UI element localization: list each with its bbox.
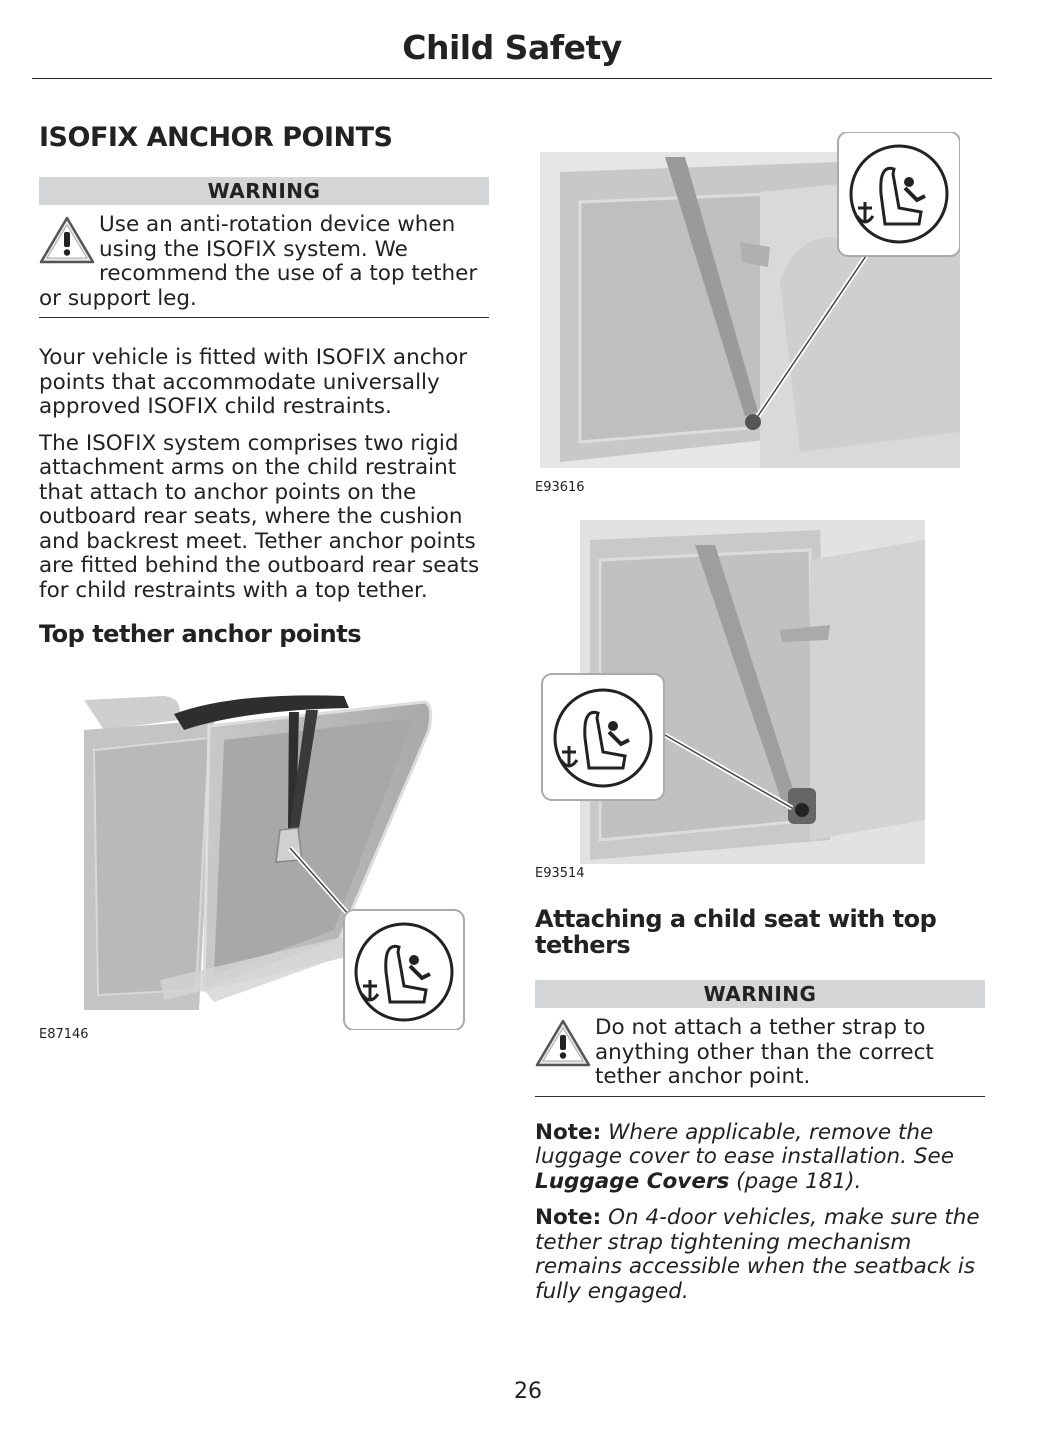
figure-code: E93514 (535, 866, 585, 881)
note-luggage-cover (535, 1121, 985, 1195)
figure-code: E87146 (39, 1027, 89, 1042)
subheading-top-tether: Top tether anchor points (39, 620, 361, 648)
warning-text: Use an anti-rotation device when using the ISOFIX system. We recommend the use of a top tether or support leg. (39, 212, 478, 311)
page-header (32, 28, 992, 79)
left-column (39, 122, 489, 647)
note-page-ref: (page 181). (736, 1168, 862, 1194)
subheading-attaching: Attaching a child seat with top tethers (535, 905, 937, 959)
warning-label: WARNING (535, 980, 985, 1008)
warning-triangle-icon (39, 215, 95, 265)
paragraph-intro: Your vehicle is fitted with ISOFIX anchor points that accommodate universally approved ISOFIX child restraints. (39, 345, 468, 419)
warning-box-tether (535, 980, 985, 1097)
page-title: Child Safety (402, 28, 622, 67)
figure-code: E93616 (535, 480, 585, 495)
note-label: Note: (535, 1119, 602, 1145)
warning-label: WARNING (39, 177, 489, 205)
warning-body (39, 205, 489, 318)
warning-text: Do not attach a tether strap to anything other than the correct tether anchor point. (595, 1015, 934, 1089)
warning-box-isofix (39, 177, 489, 318)
warning-triangle-icon (535, 1018, 591, 1068)
note-text: On 4-door vehicles, make sure the tether strap tightening mechanism remains accessible when the seatback is fully engaged. (535, 1205, 980, 1304)
paragraph-system: The ISOFIX system comprises two rigid attachment arms on the child restraint that attach to anchor points on the outboard rear seats, where the cushion and backrest meet. Tether anchor points are fitted behind the outboard rear seats for child restraints with a top tether. (39, 430, 480, 603)
isofix-anchor-illustration (540, 132, 960, 468)
tether-anchor-illustration (540, 520, 925, 864)
warning-body (535, 1008, 985, 1097)
luggage-covers-link[interactable]: Luggage Covers (535, 1168, 730, 1194)
note-label: Note: (535, 1205, 602, 1230)
page-number: 26 (514, 1379, 542, 1404)
section-title: ISOFIX ANCHOR POINTS (39, 122, 393, 153)
right-column-text (535, 906, 985, 1304)
note-4-door (535, 1206, 985, 1304)
seat-tether-illustration (84, 690, 474, 1030)
note-text: Where applicable, remove the luggage cover to ease installation. See (535, 1119, 954, 1169)
